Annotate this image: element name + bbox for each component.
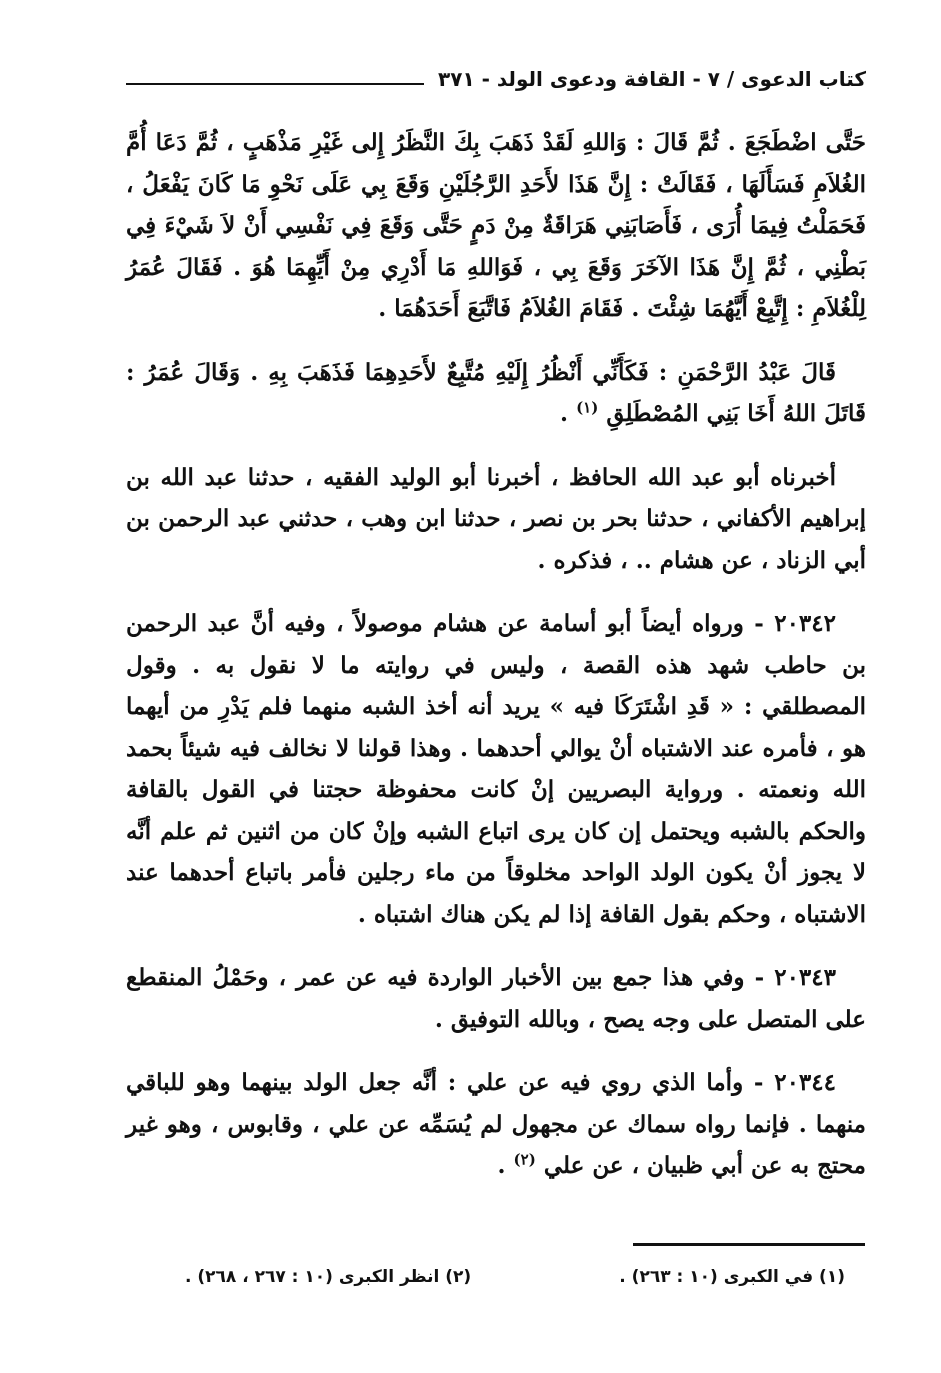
paragraph-end-period: . — [560, 400, 577, 427]
paragraph-hadith-continuation — [126, 122, 866, 330]
paragraph-20344 — [126, 1062, 866, 1187]
paragraph-20342 — [126, 603, 866, 935]
paragraph-text: ٢٠٣٤٢ - ورواه أيضاً أبو أسامة عن هشام موصولاً ، وفيه أنَّ عبد الرحمن بن حاطب شهد هذه القصة ، وليس في روايته ما لا نقول به . وقول المصطلقي : « قَدِ اشْتَرَكَا فيه » يريد أنه أخذ الشبه منهما فلم يَدْرِ من أيهما هو ، فأمره عند الاشتباه أنْ يوالي أحدهما . وهذا قولنا لا نخالف فيه شيئاً بحمد الله ونعمته . ورواية البصريين إنْ كانت محفوظة حجتنا في القول بالقافة والحكم بالشبه ويحتمل إن كان يرى اتباع الشبه وإنْ كان من اثنين ثم علم أنَّه لا يجوز أنْ يكون الولد الواحد مخلوقاً من ماء رجلين فأمر باتباع أحدهما عند الاشتباه ، وحكم بقول القافة إذا لم يكن هناك اشتباه . — [126, 610, 866, 928]
footnote-separator — [633, 1243, 865, 1246]
footnote-ref-1[interactable]: (١) — [576, 398, 599, 417]
footnote-ref-2[interactable]: (٢) — [513, 1150, 536, 1169]
paragraph-abdulrahman — [126, 352, 866, 435]
paragraph-20343 — [126, 957, 866, 1040]
paragraph-end-period: . — [497, 1152, 514, 1179]
paragraph-text: ٢٠٣٤٣ - وفي هذا جمع بين الأخبار الواردة فيه عن عمر ، وحَمْلُ المنقطع على المتصل على وجه يصح ، وبالله التوفيق . — [126, 964, 866, 1033]
paragraph-isnad — [126, 457, 866, 582]
paragraph-text: ٢٠٣٤٤ - وأما الذي روي فيه عن علي : أنَّه جعل الولد بينهما وهو للباقي منهما . فإنما رواه سماك عن مجهول لم يُسَمِّه عن علي ، وقابوس ، وهو غير محتج به عن أبي ظبيان ، عن علي — [126, 1069, 866, 1179]
header-rule — [126, 83, 424, 85]
running-header — [126, 62, 866, 96]
footnotes — [185, 1267, 845, 1287]
page-body — [126, 122, 866, 1209]
paragraph-text: حَتَّى اضْطَجَعَ . ثُمَّ قَالَ : وَاللهِ لَقَدْ ذَهَبَ بِكَ النَّظَرُ إِلى غَيْرِ مَذْهَبٍ ، ثُمَّ دَعَا أُمَّ الغُلاَمِ فَسَأَلَهَا ، فَقَالَتْ : إِنَّ هَذَا لأَحَدِ الرَّجُلَيْنِ وَقَعَ بِي عَلَى نَحْوِ مَا كَانَ يَفْعَلُ ، فَحَمَلْتُ فِيمَا أُرَى ، فَأَصَابَنِي هَرَاقَةٌ مِنْ دَمٍ حَتَّى وَقَعَ فِي نَفْسِي أَنْ لاَ شَيْءَ فِي بَطْنِي ، ثُمَّ إِنَّ هَذَا الآخَرَ وَقَعَ بِي ، فَوَاللهِ مَا أَدْرِي مِنْ أَيِّهِمَا هُوَ . فَقَالَ عُمَرُ لِلْغُلاَمِ : إِتَّبِعْ أَيَّهُمَا شِئْتَ . فَقَامَ الغُلاَمُ فَاتَّبَعَ أَحَدَهُمَا . — [126, 129, 866, 322]
paragraph-text: أخبرناه أبو عبد الله الحافظ ، أخبرنا أبو الوليد الفقيه ، حدثنا عبد الله بن إبراهيم الأكفاني ، حدثنا بحر بن نصر ، حدثنا ابن وهب ، حدثني عبد الرحمن بن أبي الزناد ، عن هشام .. ، فذكره . — [126, 463, 866, 574]
footnote-2: (٢) انظر الكبرى (١٠ : ٢٦٧ ، ٢٦٨) . — [185, 1267, 472, 1287]
paragraph-text: قَالَ عَبْدُ الرَّحْمَنِ : فَكَأَنِّي أَنْظُرُ إِلَيْهِ مُتَّبِعٌ لأَحَدِهِمَا فَذَهَبَ بِهِ . وَقَالَ عُمَرُ : قَاتَلَ اللهُ أَخَا بَنِي المُصْطَلِقِ — [126, 358, 866, 427]
footnote-1: (١) في الكبرى (١٠ : ٢٦٣) . — [619, 1267, 845, 1287]
header-title: كتاب الدعوى / ٧ - القافة ودعوى الولد - ٣٧١ — [438, 67, 866, 91]
